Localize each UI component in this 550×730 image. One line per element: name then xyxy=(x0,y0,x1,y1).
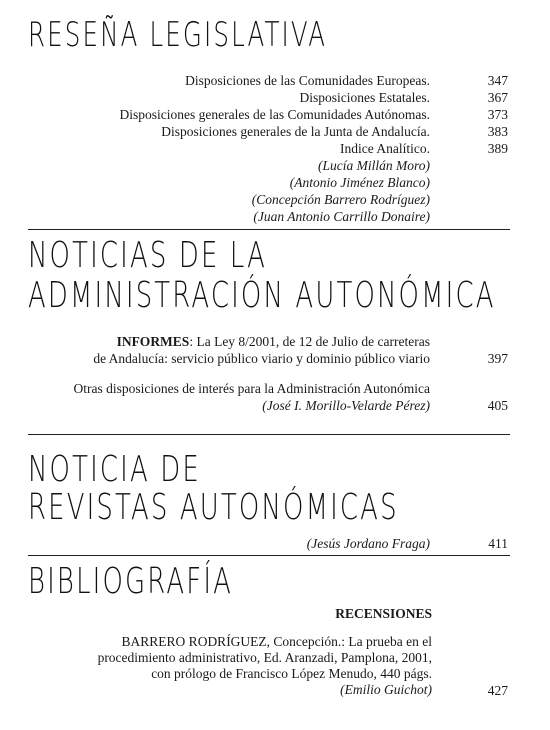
recensiones-title: RECENSIONES xyxy=(335,606,432,621)
author: (Juan Antonio Carrillo Donaire) xyxy=(253,209,430,224)
toc-entry: Disposiciones Estatales. xyxy=(299,90,430,105)
informes-label: INFORMES xyxy=(116,334,190,349)
author: (Antonio Jiménez Blanco) xyxy=(289,175,430,190)
toc-entry: Disposiciones generales de la Junta de Andalucía. xyxy=(161,124,430,139)
heading-noticias-line2: ADMINISTRACIÓN AUTONÓMICA xyxy=(28,275,496,316)
bib-line: BARRERO RODRÍGUEZ, Concepción.: La prueba en el xyxy=(121,634,432,649)
toc-entry: Disposiciones de las Comunidades Europeas. xyxy=(185,73,430,88)
page-number: 397 xyxy=(487,351,508,366)
heading-revistas-line1: NOTICIA DE xyxy=(28,449,201,490)
page-number: 405 xyxy=(487,398,508,413)
heading-resena-legislativa: RESEÑA LEGISLATIVA xyxy=(28,15,328,55)
section-divider xyxy=(28,434,510,435)
author: (José I. Morillo-Velarde Pérez) xyxy=(262,398,430,413)
section-divider xyxy=(28,229,510,230)
page-number: 427 xyxy=(487,683,508,698)
page-number: 347 xyxy=(487,73,508,88)
heading-noticias-line1: NOTICIAS DE LA xyxy=(28,235,268,276)
informes-text: : La Ley 8/2001, de 12 de Julio de carreteras xyxy=(189,334,430,349)
author: (Lucía Millán Moro) xyxy=(318,158,430,173)
page-number: 383 xyxy=(487,124,508,139)
otras-disposiciones: Otras disposiciones de interés para la Administración Autonómica xyxy=(73,381,430,396)
author: (Emilio Guichot) xyxy=(340,682,432,697)
bibliography-entry xyxy=(60,634,432,698)
heading-bibliografia: BIBLIOGRAFÍA xyxy=(28,561,234,602)
page-number: 373 xyxy=(487,107,508,122)
section-divider xyxy=(28,555,510,556)
bib-line: procedimiento administrativo, Ed. Aranzadi, Pamplona, 2001, xyxy=(97,650,432,665)
author: (Jesús Jordano Fraga) xyxy=(306,536,430,551)
toc-entry: Indice Analítico. xyxy=(340,141,430,156)
heading-revistas-line2: REVISTAS AUTONÓMICAS xyxy=(28,487,399,528)
page-number: 411 xyxy=(488,536,508,551)
page-number: 367 xyxy=(487,90,508,105)
toc-entry: Disposiciones generales de las Comunidades Autónomas. xyxy=(119,107,430,122)
informes-entry xyxy=(60,333,430,350)
informes-text-line2: de Andalucía: servicio público viario y dominio público viario xyxy=(93,351,430,366)
author: (Concepción Barrero Rodríguez) xyxy=(251,192,430,207)
page-number: 389 xyxy=(487,141,508,156)
bib-line: con prólogo de Francisco López Menudo, 440 págs. xyxy=(151,666,432,681)
